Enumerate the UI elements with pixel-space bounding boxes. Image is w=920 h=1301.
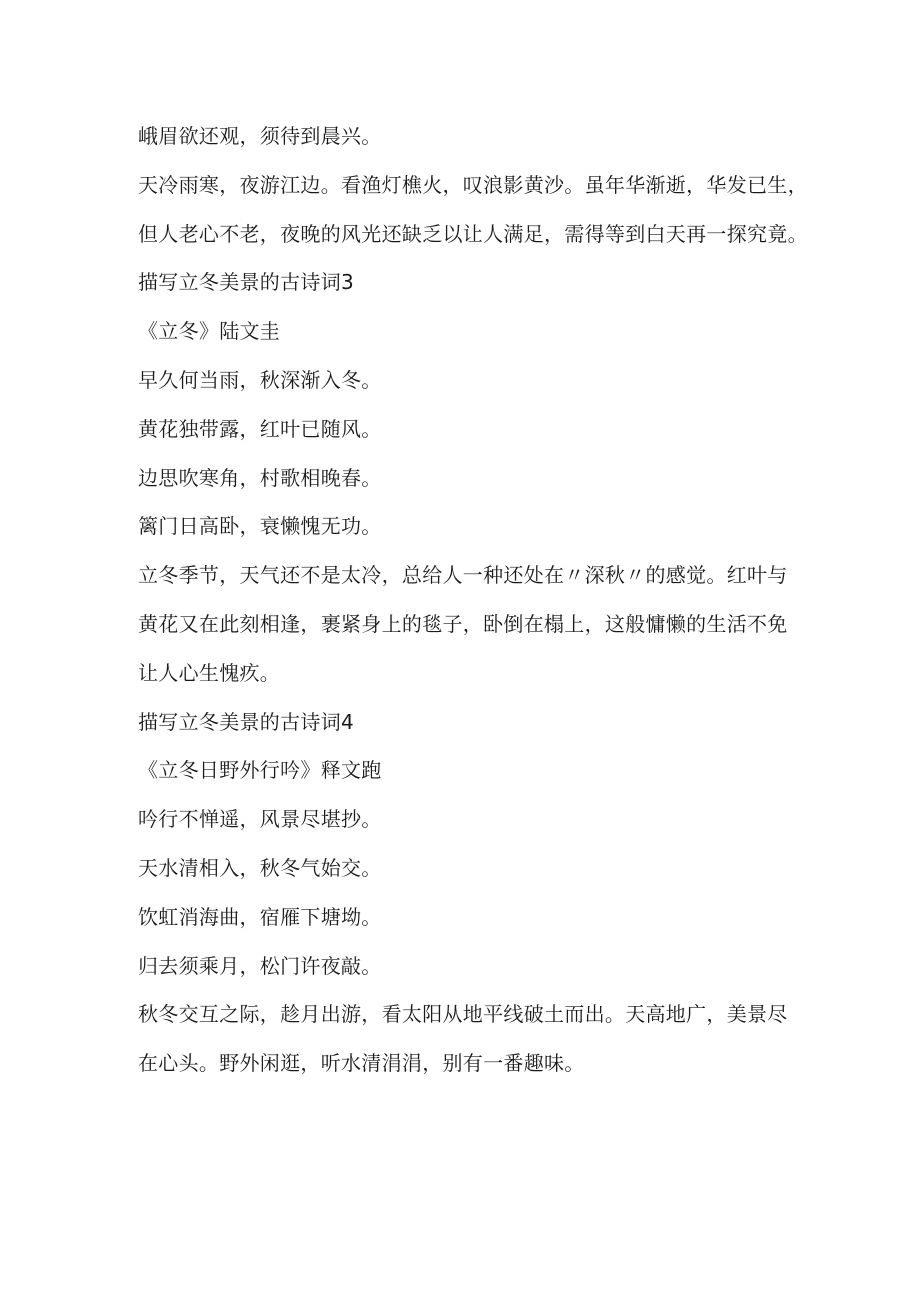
poem-line: 早久何当雨，秋深渐入冬。 xyxy=(138,367,382,392)
poem-line: 归去须乘月，松门许夜敲。 xyxy=(138,953,382,978)
text-line: 秋冬交互之际，趁月出游，看太阳从地平线破土而出。天高地广，美景尽 xyxy=(138,1002,788,1027)
poem-title: 《立冬》陆文圭 xyxy=(138,319,281,344)
text-line: 让人心生愧疚。 xyxy=(138,660,281,685)
text-line: 峨眉欲还观，须待到晨兴。 xyxy=(138,124,382,148)
poem-line: 边思吹寒角，村歌相晚春。 xyxy=(138,465,382,490)
text-line: 立冬季节，天气还不是太冷，总给人一种还处在〃深秋〃的感觉。红叶与 xyxy=(138,563,788,588)
document-body xyxy=(138,112,808,1088)
poem-line: 黄花独带露，红叶已随风。 xyxy=(138,416,382,441)
text-line: 天冷雨寒，夜游江边。看渔灯樵火，叹浪影黄沙。虽年华渐逝，华发已生， xyxy=(138,172,808,197)
poem-line: 天水清相入，秋冬气始交。 xyxy=(138,855,382,880)
poem-title: 《立冬日野外行吟》释文跑 xyxy=(138,758,382,783)
poem-line: 吟行不惮遥，风景尽堪抄。 xyxy=(138,807,382,832)
poem-line: 饮虹消海曲，宿雁下塘坳。 xyxy=(138,904,382,929)
section-heading: 描写立冬美景的古诗词3 xyxy=(138,270,355,295)
text-line: 黄花又在此刻相逢，裹紧身上的毯子，卧倒在榻上，这般慵懒的生活不免 xyxy=(138,611,788,636)
section-heading: 描写立冬美景的古诗词4 xyxy=(138,709,355,734)
poem-line: 篱门日高卧，衰懒愧无功。 xyxy=(138,514,382,539)
text-line: 在心头。野外闲逛，听水清涓涓，别有一番趣味。 xyxy=(138,1051,585,1076)
text-line: 但人老心不老，夜晚的风光还缺乏以让人满足，需得等到白天再一探究竟。 xyxy=(138,221,808,246)
